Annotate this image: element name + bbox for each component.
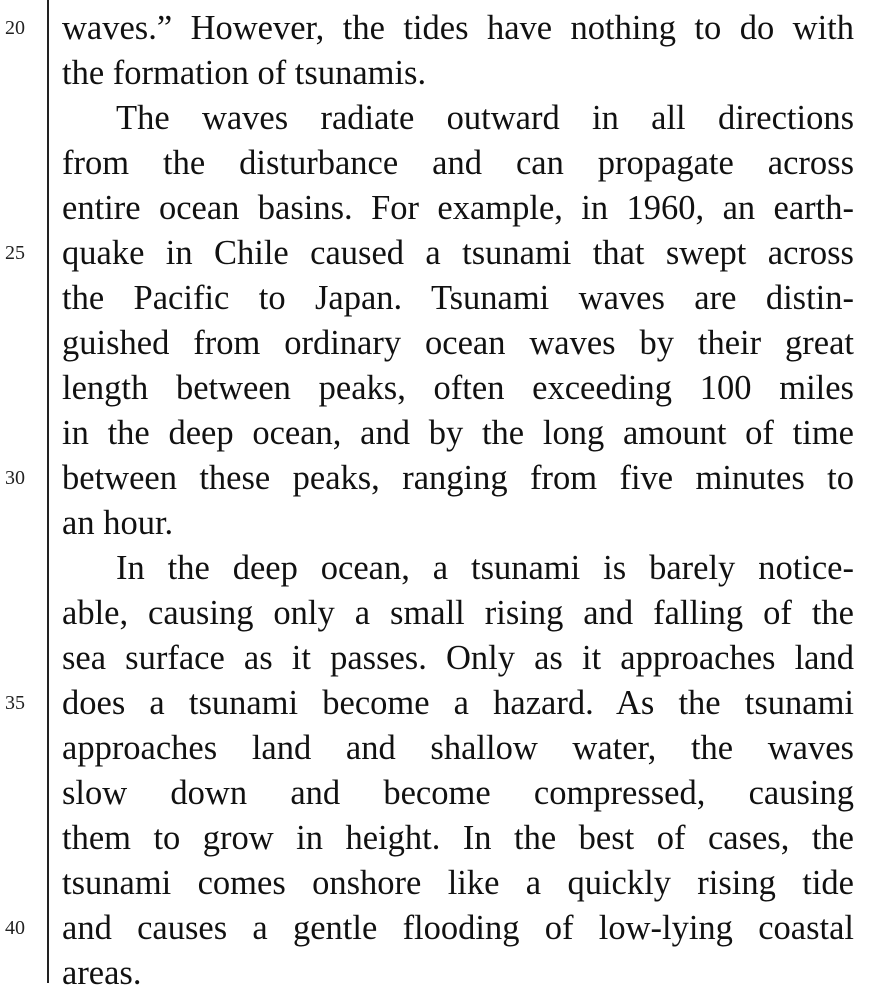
passage-line: sea surface as it passes. Only as it approaches land <box>62 639 854 677</box>
line-number-30: 30 <box>5 467 25 489</box>
passage-line: areas. <box>62 954 142 992</box>
passage-line: between these peaks, ranging from five minutes to <box>62 459 854 497</box>
passage-line: guished from ordinary ocean waves by their great <box>62 324 854 362</box>
line-number-20: 20 <box>5 17 25 39</box>
passage-line: slow down and become compressed, causing <box>62 774 854 812</box>
passage-line: In the deep ocean, a tsunami is barely notice- <box>116 549 854 587</box>
passage-line: an hour. <box>62 504 174 542</box>
passage-line: from the disturbance and can propagate across <box>62 144 854 182</box>
passage-line: approaches land and shallow water, the waves <box>62 729 854 767</box>
margin-rule <box>47 0 49 983</box>
passage-line: and causes a gentle flooding of low-lying coastal <box>62 909 854 947</box>
passage-line: able, causing only a small rising and falling of the <box>62 594 854 632</box>
passage-line: quake in Chile caused a tsunami that swept across <box>62 234 854 272</box>
line-number-25: 25 <box>5 242 25 264</box>
passage-line: the Pacific to Japan. Tsunami waves are distin- <box>62 279 854 317</box>
passage-line: them to grow in height. In the best of cases, the <box>62 819 854 857</box>
passage-line: length between peaks, often exceeding 100 miles <box>62 369 854 407</box>
passage-line: in the deep ocean, and by the long amount of time <box>62 414 854 452</box>
passage-line: tsunami comes onshore like a quickly rising tide <box>62 864 854 902</box>
passage-line: entire ocean basins. For example, in 1960, an earth- <box>62 189 854 227</box>
passage-line: the formation of tsunamis. <box>62 54 427 92</box>
line-number-40: 40 <box>5 917 25 939</box>
passage-line: The waves radiate outward in all directions <box>116 99 854 137</box>
passage-line: does a tsunami become a hazard. As the tsunami <box>62 684 854 722</box>
passage-line: waves.” However, the tides have nothing to do with <box>62 9 854 47</box>
line-number-35: 35 <box>5 692 25 714</box>
